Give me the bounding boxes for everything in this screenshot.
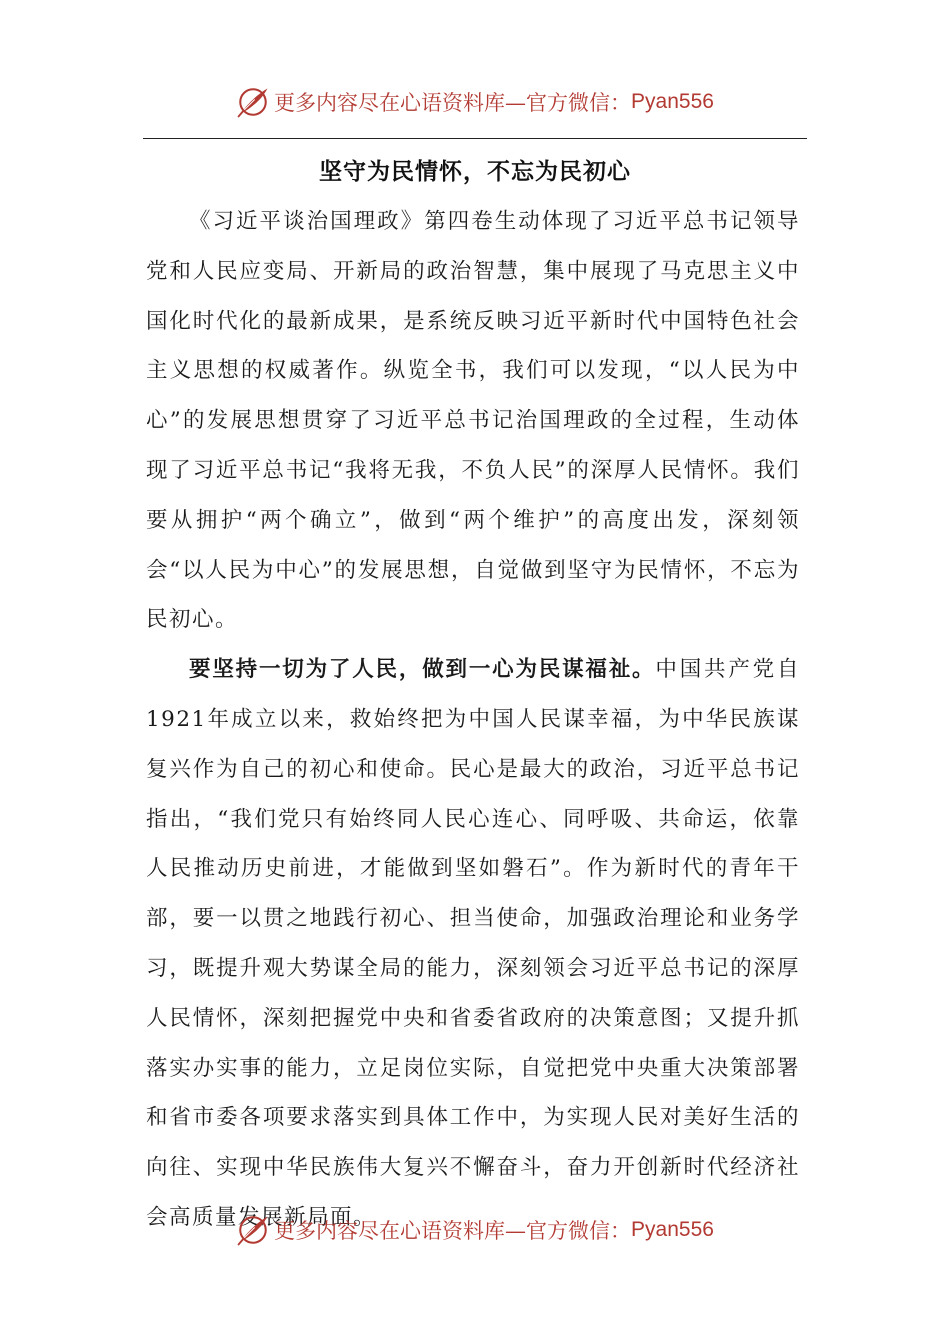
section-body-text: 中国共产党自1921年成立以来，救始终把为中国人民谋幸福，为中华民族谋复兴作为自己的初心和使命。民心是最大的政治，习近平总书记指出，“我们党只有始终同人民心连心、同呼吸、共命运，依靠人民推动历史前进，才能做到坚如磐石”。作为新时代的青年干部，要一以贯之地践行初心、担当使命，加强政治理论和业务学习，既提升观大势谋全局的能力，深刻领会习近平总书记的深厚人民情怀，深刻把握党中央和省委省政府的决策意图；又提升抓落实办实事的能力，立足岗位实际，自觉把党中央重大决策部署和省市委各项要求落实到具体工作中，为实现人民对美好生活的向往、实现中华民族伟大复兴不懈奋斗，奋力开创新时代经济社会高质量发展新局面。 <box>146 657 800 1230</box>
footer-wechat-id: Pyan556 <box>631 1218 714 1241</box>
header-wechat-id: Pyan556 <box>631 90 714 113</box>
quill-pen-logo-icon <box>236 85 270 119</box>
paragraph-section-1 <box>146 645 800 1243</box>
footer-brand-text: 更多内容尽在心语资料库—官方微信： <box>274 1219 632 1243</box>
article-title: 坚守为民情怀，不忘为民初心 <box>319 159 631 185</box>
footer-banner <box>0 1208 950 1252</box>
quill-pen-logo-icon <box>236 1213 270 1247</box>
header-banner <box>0 80 950 124</box>
section-lead-sentence: 要坚持一切为了人民，做到一心为民谋福祉。 <box>189 657 656 683</box>
header-divider <box>143 138 807 139</box>
article-body <box>146 197 800 1243</box>
header-brand-text: 更多内容尽在心语资料库—官方微信： <box>274 91 632 115</box>
paragraph-intro: 《习近平谈治国理政》第四卷生动体现了习近平总书记领导党和人民应变局、开新局的政治智慧，集中展现了马克思主义中国化时代化的最新成果，是系统反映习近平新时代中国特色社会主义思想的权威著作。纵览全书，我们可以发现，“以人民为中心”的发展思想贯穿了习近平总书记治国理政的全过程，生动体现了习近平总书记“我将无我，不负人民”的深厚人民情怀。我们要从拥护“两个确立”，做到“两个维护”的高度出发，深刻领会“以人民为中心”的发展思想，自觉做到坚守为民情怀，不忘为民初心。 <box>146 209 800 633</box>
